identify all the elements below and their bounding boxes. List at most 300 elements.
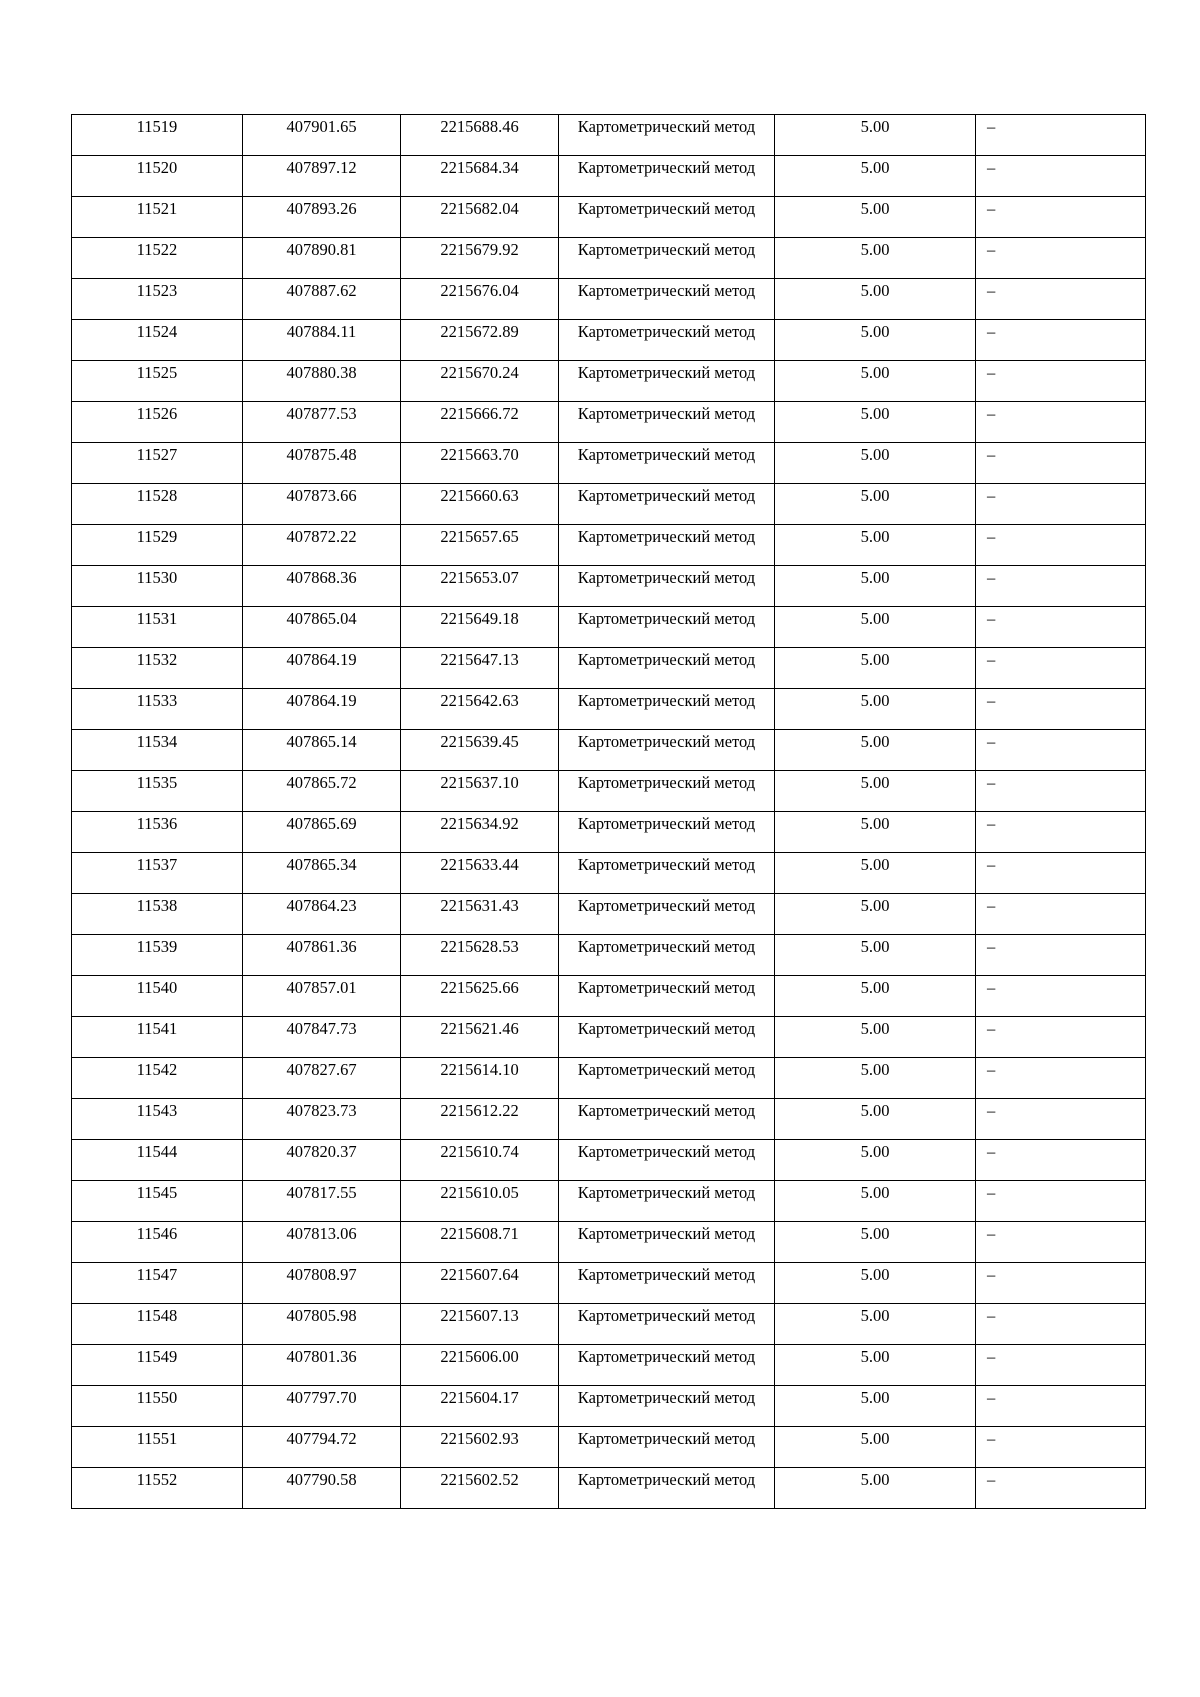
note-cell xyxy=(976,115,1146,156)
y-coordinate-cell-text: 2215660.63 xyxy=(440,486,519,505)
x-coordinate-cell xyxy=(243,730,401,771)
accuracy-cell-text: 5.00 xyxy=(860,773,890,792)
note-cell-text: – xyxy=(987,1347,996,1366)
point-number-cell-text: 11536 xyxy=(136,814,178,833)
accuracy-cell xyxy=(775,1468,976,1509)
x-coordinate-cell-text: 407827.67 xyxy=(286,1060,357,1079)
accuracy-cell-text: 5.00 xyxy=(860,650,890,669)
point-number-cell-text: 11528 xyxy=(136,486,178,505)
accuracy-cell xyxy=(775,1058,976,1099)
x-coordinate-cell-text: 407865.04 xyxy=(286,609,357,628)
note-cell xyxy=(976,771,1146,812)
x-coordinate-cell xyxy=(243,197,401,238)
y-coordinate-cell-text: 2215657.65 xyxy=(440,527,519,546)
x-coordinate-cell-text: 407877.53 xyxy=(286,404,357,423)
accuracy-cell-text: 5.00 xyxy=(860,117,890,136)
method-cell-text: Картометрический метод xyxy=(577,773,756,792)
x-coordinate-cell xyxy=(243,566,401,607)
y-coordinate-cell-text: 2215602.93 xyxy=(440,1429,519,1448)
method-cell xyxy=(559,648,775,689)
x-coordinate-cell-text: 407805.98 xyxy=(286,1306,357,1325)
accuracy-cell xyxy=(775,1427,976,1468)
method-cell xyxy=(559,1181,775,1222)
point-number-cell xyxy=(72,402,243,443)
x-coordinate-cell-text: 407857.01 xyxy=(286,978,357,997)
point-number-cell xyxy=(72,197,243,238)
method-cell-text: Картометрический метод xyxy=(577,568,756,587)
accuracy-cell xyxy=(775,730,976,771)
point-number-cell xyxy=(72,976,243,1017)
point-number-cell-text: 11525 xyxy=(136,363,178,382)
point-number-cell-text: 11541 xyxy=(136,1019,178,1038)
method-cell xyxy=(559,976,775,1017)
method-cell-text: Картометрический метод xyxy=(577,896,756,915)
y-coordinate-cell xyxy=(401,607,559,648)
x-coordinate-cell xyxy=(243,1386,401,1427)
point-number-cell-text: 11546 xyxy=(136,1224,178,1243)
x-coordinate-cell-text: 407847.73 xyxy=(286,1019,357,1038)
note-cell-text: – xyxy=(987,1142,996,1161)
method-cell-text: Картометрический метод xyxy=(577,1429,756,1448)
accuracy-cell-text: 5.00 xyxy=(860,855,890,874)
accuracy-cell xyxy=(775,115,976,156)
table-row xyxy=(72,1304,1146,1345)
table-row xyxy=(72,607,1146,648)
method-cell xyxy=(559,1017,775,1058)
point-number-cell xyxy=(72,1099,243,1140)
note-cell xyxy=(976,812,1146,853)
method-cell xyxy=(559,1427,775,1468)
point-number-cell xyxy=(72,1058,243,1099)
accuracy-cell xyxy=(775,1017,976,1058)
table-row xyxy=(72,648,1146,689)
table-row xyxy=(72,525,1146,566)
accuracy-cell xyxy=(775,1304,976,1345)
note-cell xyxy=(976,1099,1146,1140)
method-cell-text: Картометрический метод xyxy=(577,1224,756,1243)
table-row xyxy=(72,1427,1146,1468)
point-number-cell xyxy=(72,1017,243,1058)
y-coordinate-cell-text: 2215639.45 xyxy=(440,732,519,751)
y-coordinate-cell xyxy=(401,1140,559,1181)
point-number-cell-text: 11548 xyxy=(136,1306,178,1325)
x-coordinate-cell xyxy=(243,894,401,935)
x-coordinate-cell-text: 407897.12 xyxy=(286,158,357,177)
method-cell-text: Картометрический метод xyxy=(577,1347,756,1366)
y-coordinate-cell-text: 2215625.66 xyxy=(440,978,519,997)
accuracy-cell xyxy=(775,402,976,443)
table-row xyxy=(72,361,1146,402)
point-number-cell xyxy=(72,935,243,976)
note-cell xyxy=(976,197,1146,238)
point-number-cell-text: 11521 xyxy=(136,199,178,218)
x-coordinate-cell-text: 407865.34 xyxy=(286,855,357,874)
y-coordinate-cell xyxy=(401,853,559,894)
method-cell xyxy=(559,1304,775,1345)
note-cell xyxy=(976,361,1146,402)
point-number-cell-text: 11543 xyxy=(136,1101,178,1120)
point-number-cell xyxy=(72,1263,243,1304)
note-cell-text: – xyxy=(987,1429,996,1448)
note-cell-text: – xyxy=(987,691,996,710)
table-row xyxy=(72,1181,1146,1222)
accuracy-cell xyxy=(775,566,976,607)
y-coordinate-cell-text: 2215621.46 xyxy=(440,1019,519,1038)
accuracy-cell-text: 5.00 xyxy=(860,199,890,218)
note-cell xyxy=(976,566,1146,607)
accuracy-cell xyxy=(775,279,976,320)
method-cell xyxy=(559,402,775,443)
y-coordinate-cell xyxy=(401,1304,559,1345)
method-cell xyxy=(559,812,775,853)
point-number-cell-text: 11547 xyxy=(136,1265,178,1284)
method-cell xyxy=(559,566,775,607)
method-cell-text: Картометрический метод xyxy=(577,1470,756,1489)
table-row xyxy=(72,443,1146,484)
accuracy-cell-text: 5.00 xyxy=(860,609,890,628)
note-cell-text: – xyxy=(987,1019,996,1038)
note-cell-text: – xyxy=(987,404,996,423)
y-coordinate-cell-text: 2215642.63 xyxy=(440,691,519,710)
x-coordinate-cell xyxy=(243,1345,401,1386)
y-coordinate-cell xyxy=(401,1345,559,1386)
accuracy-cell-text: 5.00 xyxy=(860,322,890,341)
x-coordinate-cell xyxy=(243,443,401,484)
note-cell-text: – xyxy=(987,978,996,997)
accuracy-cell-text: 5.00 xyxy=(860,158,890,177)
y-coordinate-cell-text: 2215670.24 xyxy=(440,363,519,382)
method-cell xyxy=(559,894,775,935)
method-cell xyxy=(559,730,775,771)
table-row xyxy=(72,812,1146,853)
point-number-cell xyxy=(72,484,243,525)
point-number-cell-text: 11532 xyxy=(136,650,178,669)
method-cell xyxy=(559,607,775,648)
method-cell xyxy=(559,279,775,320)
y-coordinate-cell-text: 2215602.52 xyxy=(440,1470,519,1489)
x-coordinate-cell xyxy=(243,156,401,197)
accuracy-cell xyxy=(775,853,976,894)
x-coordinate-cell-text: 407794.72 xyxy=(286,1429,357,1448)
table-row xyxy=(72,1140,1146,1181)
method-cell-text: Картометрический метод xyxy=(577,445,756,464)
point-number-cell xyxy=(72,238,243,279)
method-cell xyxy=(559,484,775,525)
accuracy-cell xyxy=(775,1181,976,1222)
point-number-cell-text: 11538 xyxy=(136,896,178,915)
method-cell xyxy=(559,320,775,361)
y-coordinate-cell-text: 2215666.72 xyxy=(440,404,519,423)
x-coordinate-cell xyxy=(243,320,401,361)
y-coordinate-cell-text: 2215610.05 xyxy=(440,1183,519,1202)
method-cell-text: Картометрический метод xyxy=(577,322,756,341)
point-number-cell-text: 11519 xyxy=(136,117,178,136)
method-cell-text: Картометрический метод xyxy=(577,650,756,669)
x-coordinate-cell xyxy=(243,115,401,156)
x-coordinate-cell xyxy=(243,1427,401,1468)
note-cell-text: – xyxy=(987,1224,996,1243)
table-row xyxy=(72,115,1146,156)
note-cell xyxy=(976,853,1146,894)
point-number-cell-text: 11527 xyxy=(136,445,178,464)
accuracy-cell-text: 5.00 xyxy=(860,1224,890,1243)
accuracy-cell-text: 5.00 xyxy=(860,404,890,423)
y-coordinate-cell xyxy=(401,1222,559,1263)
y-coordinate-cell-text: 2215672.89 xyxy=(440,322,519,341)
accuracy-cell-text: 5.00 xyxy=(860,1060,890,1079)
method-cell-text: Картометрический метод xyxy=(577,486,756,505)
point-number-cell xyxy=(72,812,243,853)
point-number-cell-text: 11544 xyxy=(136,1142,178,1161)
point-number-cell xyxy=(72,1140,243,1181)
method-cell-text: Картометрический метод xyxy=(577,1101,756,1120)
accuracy-cell-text: 5.00 xyxy=(860,1142,890,1161)
note-cell-text: – xyxy=(987,1470,996,1489)
accuracy-cell xyxy=(775,771,976,812)
accuracy-cell-text: 5.00 xyxy=(860,240,890,259)
note-cell xyxy=(976,1017,1146,1058)
method-cell-text: Картометрический метод xyxy=(577,363,756,382)
y-coordinate-cell-text: 2215607.64 xyxy=(440,1265,519,1284)
x-coordinate-cell-text: 407864.19 xyxy=(286,650,357,669)
note-cell-text: – xyxy=(987,527,996,546)
method-cell-text: Картометрический метод xyxy=(577,814,756,833)
point-number-cell-text: 11535 xyxy=(136,773,178,792)
y-coordinate-cell-text: 2215633.44 xyxy=(440,855,519,874)
x-coordinate-cell-text: 407797.70 xyxy=(286,1388,357,1407)
method-cell xyxy=(559,771,775,812)
x-coordinate-cell-text: 407893.26 xyxy=(286,199,357,218)
x-coordinate-cell-text: 407864.23 xyxy=(286,896,357,915)
method-cell-text: Картометрический метод xyxy=(577,855,756,874)
note-cell-text: – xyxy=(987,896,996,915)
note-cell-text: – xyxy=(987,281,996,300)
x-coordinate-cell xyxy=(243,525,401,566)
method-cell xyxy=(559,197,775,238)
note-cell-text: – xyxy=(987,732,996,751)
x-coordinate-cell-text: 407901.65 xyxy=(286,117,357,136)
y-coordinate-cell-text: 2215612.22 xyxy=(440,1101,519,1120)
point-number-cell-text: 11551 xyxy=(136,1429,178,1448)
note-cell xyxy=(976,1386,1146,1427)
point-number-cell xyxy=(72,1181,243,1222)
y-coordinate-cell-text: 2215637.10 xyxy=(440,773,519,792)
accuracy-cell xyxy=(775,238,976,279)
note-cell-text: – xyxy=(987,199,996,218)
point-number-cell-text: 11545 xyxy=(136,1183,178,1202)
method-cell xyxy=(559,1140,775,1181)
x-coordinate-cell xyxy=(243,607,401,648)
note-cell xyxy=(976,935,1146,976)
table-row xyxy=(72,1058,1146,1099)
note-cell xyxy=(976,976,1146,1017)
method-cell xyxy=(559,443,775,484)
y-coordinate-cell xyxy=(401,443,559,484)
x-coordinate-cell xyxy=(243,976,401,1017)
method-cell xyxy=(559,1345,775,1386)
y-coordinate-cell-text: 2215676.04 xyxy=(440,281,519,300)
note-cell-text: – xyxy=(987,1101,996,1120)
table-row xyxy=(72,853,1146,894)
point-number-cell xyxy=(72,607,243,648)
accuracy-cell-text: 5.00 xyxy=(860,1019,890,1038)
note-cell xyxy=(976,484,1146,525)
y-coordinate-cell xyxy=(401,1468,559,1509)
note-cell-text: – xyxy=(987,1306,996,1325)
accuracy-cell-text: 5.00 xyxy=(860,896,890,915)
y-coordinate-cell-text: 2215679.92 xyxy=(440,240,519,259)
note-cell xyxy=(976,156,1146,197)
accuracy-cell xyxy=(775,812,976,853)
point-number-cell-text: 11526 xyxy=(136,404,178,423)
point-number-cell-text: 11552 xyxy=(136,1470,178,1489)
point-number-cell xyxy=(72,1222,243,1263)
method-cell-text: Картометрический метод xyxy=(577,1019,756,1038)
x-coordinate-cell-text: 407864.19 xyxy=(286,691,357,710)
method-cell xyxy=(559,1386,775,1427)
accuracy-cell xyxy=(775,1099,976,1140)
table-row xyxy=(72,238,1146,279)
y-coordinate-cell xyxy=(401,935,559,976)
note-cell-text: – xyxy=(987,363,996,382)
method-cell xyxy=(559,115,775,156)
table-row xyxy=(72,402,1146,443)
table-row xyxy=(72,197,1146,238)
table-row xyxy=(72,320,1146,361)
note-cell xyxy=(976,1181,1146,1222)
note-cell xyxy=(976,402,1146,443)
point-number-cell xyxy=(72,156,243,197)
table-row xyxy=(72,156,1146,197)
method-cell-text: Картометрический метод xyxy=(577,281,756,300)
accuracy-cell-text: 5.00 xyxy=(860,1470,890,1489)
method-cell-text: Картометрический метод xyxy=(577,978,756,997)
point-number-cell xyxy=(72,443,243,484)
method-cell-text: Картометрический метод xyxy=(577,1306,756,1325)
x-coordinate-cell-text: 407790.58 xyxy=(286,1470,357,1489)
x-coordinate-cell xyxy=(243,1181,401,1222)
method-cell xyxy=(559,525,775,566)
table-row xyxy=(72,1263,1146,1304)
accuracy-cell-text: 5.00 xyxy=(860,978,890,997)
table-row xyxy=(72,730,1146,771)
y-coordinate-cell-text: 2215608.71 xyxy=(440,1224,519,1243)
x-coordinate-cell-text: 407880.38 xyxy=(286,363,357,382)
method-cell xyxy=(559,238,775,279)
accuracy-cell xyxy=(775,320,976,361)
y-coordinate-cell-text: 2215649.18 xyxy=(440,609,519,628)
x-coordinate-cell xyxy=(243,935,401,976)
note-cell xyxy=(976,525,1146,566)
point-number-cell xyxy=(72,894,243,935)
point-number-cell xyxy=(72,730,243,771)
note-cell xyxy=(976,607,1146,648)
point-number-cell xyxy=(72,320,243,361)
point-number-cell-text: 11539 xyxy=(136,937,178,956)
point-number-cell xyxy=(72,1304,243,1345)
point-number-cell xyxy=(72,689,243,730)
x-coordinate-cell xyxy=(243,771,401,812)
x-coordinate-cell xyxy=(243,1140,401,1181)
note-cell-text: – xyxy=(987,117,996,136)
x-coordinate-cell-text: 407861.36 xyxy=(286,937,357,956)
method-cell-text: Картометрический метод xyxy=(577,732,756,751)
point-number-cell xyxy=(72,525,243,566)
point-number-cell-text: 11533 xyxy=(136,691,178,710)
table-row xyxy=(72,484,1146,525)
y-coordinate-cell xyxy=(401,894,559,935)
x-coordinate-cell-text: 407817.55 xyxy=(286,1183,357,1202)
accuracy-cell xyxy=(775,1345,976,1386)
method-cell-text: Картометрический метод xyxy=(577,609,756,628)
y-coordinate-cell xyxy=(401,812,559,853)
x-coordinate-cell-text: 407868.36 xyxy=(286,568,357,587)
note-cell xyxy=(976,279,1146,320)
y-coordinate-cell xyxy=(401,1263,559,1304)
accuracy-cell-text: 5.00 xyxy=(860,445,890,464)
x-coordinate-cell xyxy=(243,853,401,894)
x-coordinate-cell-text: 407808.97 xyxy=(286,1265,357,1284)
x-coordinate-cell-text: 407823.73 xyxy=(286,1101,357,1120)
y-coordinate-cell xyxy=(401,1427,559,1468)
accuracy-cell-text: 5.00 xyxy=(860,814,890,833)
note-cell-text: – xyxy=(987,1060,996,1079)
x-coordinate-cell-text: 407887.62 xyxy=(286,281,357,300)
table-row xyxy=(72,1222,1146,1263)
y-coordinate-cell-text: 2215610.74 xyxy=(440,1142,519,1161)
accuracy-cell xyxy=(775,1263,976,1304)
method-cell-text: Картометрический метод xyxy=(577,1265,756,1284)
method-cell xyxy=(559,853,775,894)
note-cell xyxy=(976,1263,1146,1304)
method-cell xyxy=(559,1058,775,1099)
table-row xyxy=(72,1017,1146,1058)
note-cell-text: – xyxy=(987,445,996,464)
x-coordinate-cell xyxy=(243,812,401,853)
accuracy-cell-text: 5.00 xyxy=(860,1347,890,1366)
accuracy-cell xyxy=(775,484,976,525)
accuracy-cell xyxy=(775,894,976,935)
y-coordinate-cell xyxy=(401,238,559,279)
table-row xyxy=(72,279,1146,320)
method-cell-text: Картометрический метод xyxy=(577,158,756,177)
accuracy-cell xyxy=(775,1222,976,1263)
note-cell xyxy=(976,320,1146,361)
point-number-cell xyxy=(72,115,243,156)
method-cell-text: Картометрический метод xyxy=(577,1183,756,1202)
accuracy-cell-text: 5.00 xyxy=(860,691,890,710)
accuracy-cell xyxy=(775,689,976,730)
y-coordinate-cell xyxy=(401,156,559,197)
x-coordinate-cell-text: 407884.11 xyxy=(286,322,357,341)
y-coordinate-cell-text: 2215606.00 xyxy=(440,1347,519,1366)
note-cell xyxy=(976,1058,1146,1099)
accuracy-cell-text: 5.00 xyxy=(860,732,890,751)
accuracy-cell-text: 5.00 xyxy=(860,1429,890,1448)
note-cell xyxy=(976,1427,1146,1468)
point-number-cell xyxy=(72,1468,243,1509)
table-row xyxy=(72,689,1146,730)
accuracy-cell xyxy=(775,156,976,197)
point-number-cell xyxy=(72,361,243,402)
accuracy-cell-text: 5.00 xyxy=(860,1101,890,1120)
accuracy-cell-text: 5.00 xyxy=(860,363,890,382)
x-coordinate-cell xyxy=(243,484,401,525)
y-coordinate-cell-text: 2215682.04 xyxy=(440,199,519,218)
x-coordinate-cell xyxy=(243,1099,401,1140)
x-coordinate-cell-text: 407890.81 xyxy=(286,240,357,259)
x-coordinate-cell-text: 407865.72 xyxy=(286,773,357,792)
